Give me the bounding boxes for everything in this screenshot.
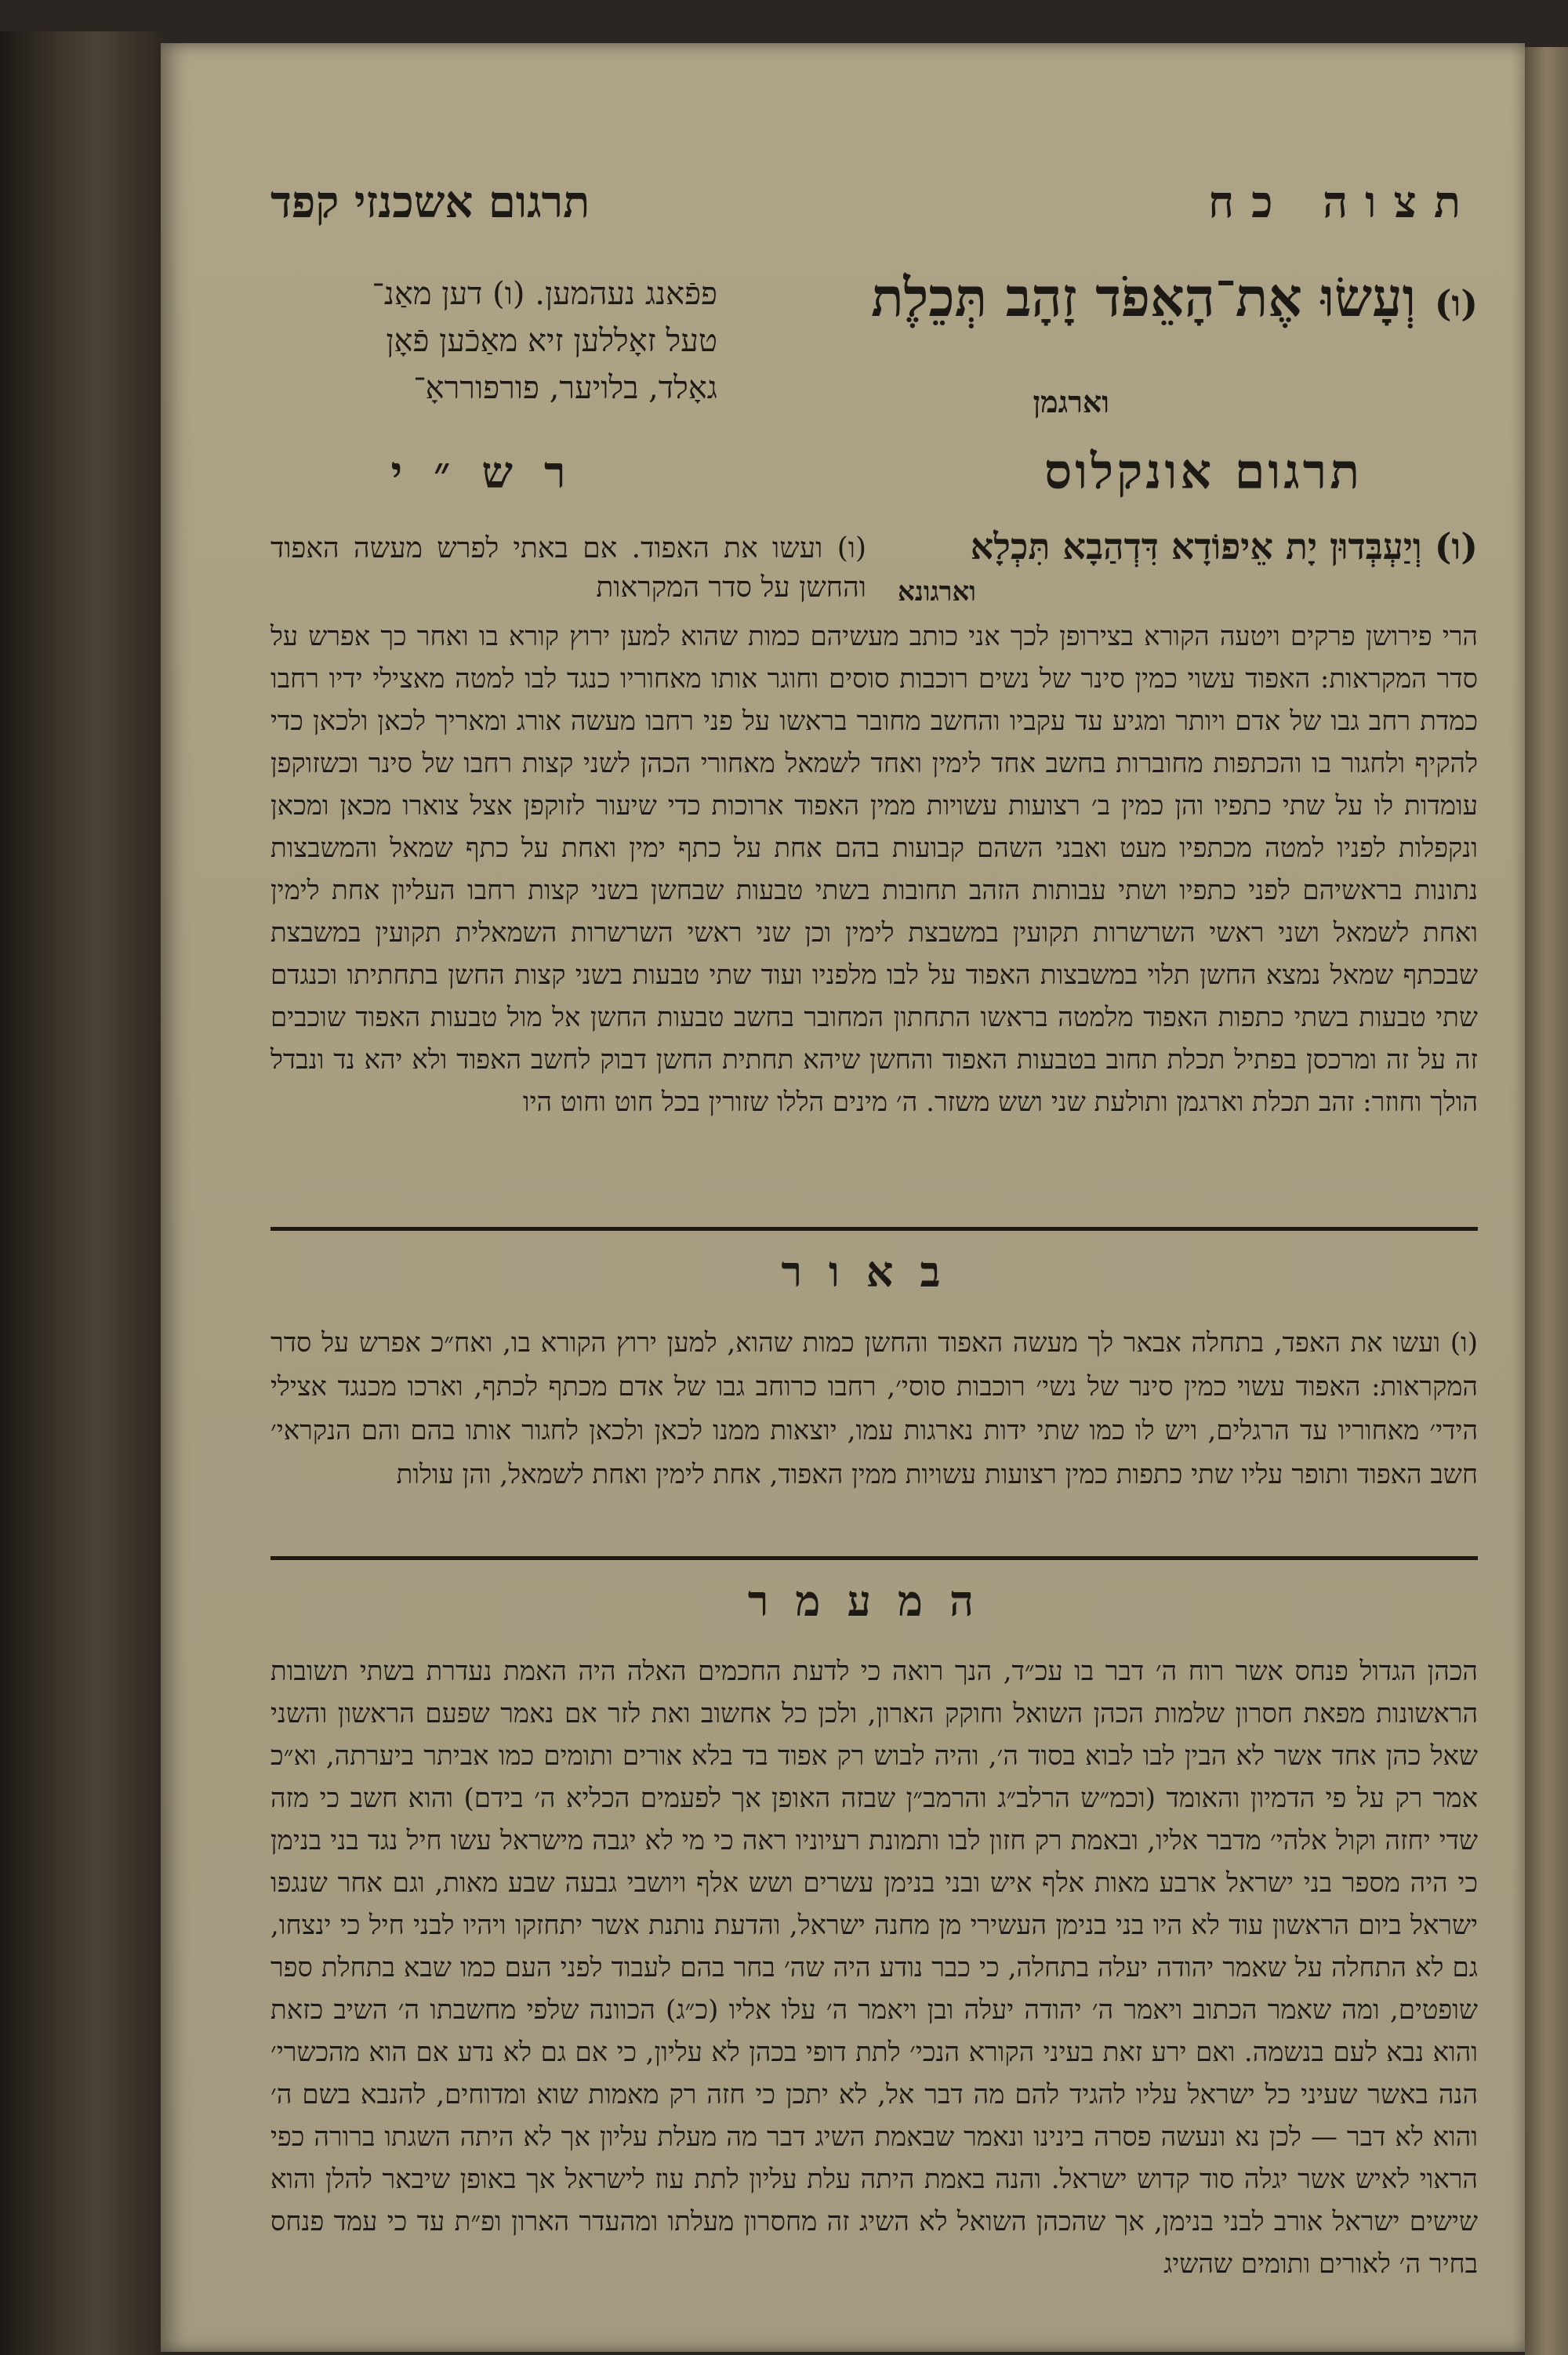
- onkelos-continuation: וארגונא: [897, 576, 976, 608]
- biur-commentary: (ו) ועשו את האפד, בתחלה אבאר לך מעשה האפוד והחשן כמות שהוא, למען ירוץ הקורא בו, ואח״כ אפרש על סדר המקראות: האפוד עשוי כמין סינר של נשי׳ רוכבות סוסי׳, רחבו כרוחב גבו של אדם מכתף לכתף, וארכו מכנגד אצילי הידי׳ מאחוריו עד הרגלים, ויש לו כמו שתי ידות נארגות עמו, יוצאות ממנו לכאן ולכאן לחגור אותו בהם והם הנקראי׳ חשב האפוד ותופר עליו שתי כתפות כמין רצועות עשויות ממין האפוד, אחת לימין ואחת לשמאל, והן עולות: [270, 1327, 1478, 1490]
- ashkenazi-line-2: טעל זאָללען זיא מאַכֿען פֿאָן: [386, 323, 717, 359]
- maamar-essay: הכהן הגדול פנחס אשר רוח ה׳ דבר בו עכ״ד, הנך רואה כי לדעת החכמים האלה היה האמת נעדרת בשתי תשובות הראשונות מפאת חסרון שלמות הכהן השואל וחוקק הארון, ולכן כל אחשוב ואת לזר אם נאמר שפעם הראשון והשני שאל כהן אחד אשר לא הבין לבו לבוא בסוד ה׳, והיה לבוש רק אפוד בד בלא אורים ותומים כמו אביתר ביערתה, וא״כ אמר רק על פי הדמיון והאומד (וכמ״ש הרלב״ג והרמב״ן שבזה האופן אך לפעמים הכליא ה׳ בידם) והוא חשב כי מזה שדי יחזה וקול אלהי׳ מדבר אליו, ובאמת רק חזון לבו ותמונת רעיוניו ראה כי מי לא יגבה מישראל עשו חיל נגד בני בנימן כי היה מספר בני ישראל ארבע מאות אלף איש ובני בנימן עשרים ושש אלף ויושבי גבעה שבע מאות, וגם אחר שנגפו ישראל ביום הראשון עוד לא היו בני בנימן העשירי מן מחנה ישראל, והדעת נותנת אשר יתחזקו ויהיו לבני חיל כי ינצחו, גם לא התחלה על שאמר יהודה יעלה בתחלה, כי כבר נודע היה שה׳ בחר בהם לעבוד לפני העם כמו שבא בתחלת ספר שופטים, ומה שאמר הכתוב ויאמר ה׳ יהודה יעלה ובן ויאמר ה׳ עלו אליו (כ״ג) הכוונה שלפי מחשבתו ה׳ השיב כזאת והוא נבא לעם בנשמה. ואם ירע זאת בעיני הקורא הנכי׳ לתת דופי בכהן לא עליון, כי אם גם לא נדע אם הוא מהכשרי׳ הנה באשר שעיני כל ישראל עליו להגיד להם מה דבר אל, לא יתכן כי חזה רק מאמות שוא ומדוחים, להנבא בשם ה׳ והוא לא דבר — לכן נא ונעשה פסרה בינינו ונאמר שבאמת השיג דבר מה מעלת עליון אך לא היתה השגתו ברורה כפי הראוי לאיש אשר יגלה סוד קדוש ישראל. והנה באמת היתה עלת עליון לתת עוז לישראל אך באופן שיבאר להלן והוא שישים ישראל אורב לבני בנימן, אך שהכהן השואל לא השיג זה מחסרון מעלתו ומהעדר הארון ופ״ת עד כי עמד פנחס בחיר ה׳ לאורים ותומים שהשיג: [270, 1656, 1478, 2280]
- onkelos-title: תרגום אונקלוס: [1044, 443, 1363, 500]
- onkelos-verse: (ו) וְיַעְבְּדוּן יָת אֵיפוֹדָא דִּדְהַבָא תִּכְלָא: [970, 525, 1478, 568]
- rashi-commentary: הרי פירושן פרקים ויטעה הקורא בצירופן לכך אני כותב מעשיהם כמות שהוא למען ירוץ קורא בו ואחר כך אפרש על סדר המקראות: האפוד עשוי כמין סינר של נשים רוכבות סוסים וחוגר אותו מאחוריו כנגד לבו למטה מאצילי ידיו רחבו כמדת רחב גבו של אדם ויותר ומגיע עד עקביו והחשב מחובר בראשו על פני רחבו מעשה אורג ומאריך לכאן ולכאן כדי להקיף ולחגור בו והכתפות מחוברות בחשב אחד לימין ואחד לשמאל מאחורי הכהן לשני קצות רחבו של סינר וכשזוקפן עומדות לו על שתי כתפיו והן כמין ב׳ רצועות עשויות ממין האפוד ארוכות כדי שיעור לזוקפן אצל צוארו מכאן ומכאן ונקפלות לפניו למטה מכתפיו מעט ואבני השהם קבועות בהם אחת על כתף ימין ואחת על כתף שמאל והמשבצות נתונות בראשיהם לפני כתפיו ושתי עבותות הזהב תחובות בשתי טבעות שבחשן בשני קצות רחבו העליון אחת לימין ואחת לשמאל ושני ראשי השרשרות תקועין במשבצת לימין וכן שני ראשי השרשרות השמאלית תקועין במשבצת שבכתף שמאל נמצא החשן תלוי במשבצות האפוד על לבו מלפניו ועוד שתי טבעות בשני קצות החשן בתחתיתו וכנגדם שתי טבעות בשתי כתפות האפוד מלמטה בראשו התחתון המחובר בחשב טבעות החשן אל מול טבעות האפוד שוכבים זה על זה ומרכסן בפתיל תכלת תחוב בטבעות האפוד והחשן שיהא תחתית החשן דבוק לחשב האפוד ולא יהא נד ונבדל הולך וחוזר: זהב תכלת וארגמן ותולעת שני ושש משזר. ה׳ מינים הללו שזורין בכל חוט וחוט היו: [270, 621, 1478, 1118]
- section-divider: [270, 1227, 1478, 1231]
- verse-text: וְעָשׂוּ אֶת־הָאֵפֹד זָהָב תְּכֵלֶת: [871, 267, 1416, 329]
- running-header-left: תרגום אשכנזי קפד: [270, 176, 590, 228]
- rashi-title: רש״י: [390, 447, 597, 499]
- running-header-right: תצוה כח: [1207, 176, 1478, 228]
- biur-title: באור: [781, 1246, 967, 1297]
- ashkenazi-line-3: גאָלד, בלויער, פורפורראָ־: [413, 370, 717, 406]
- section-divider: [270, 1556, 1478, 1560]
- book-binding-edge: [0, 31, 165, 2355]
- verse-number: (ו): [1434, 282, 1478, 325]
- ashkenazi-translation: [270, 270, 717, 443]
- rashi-opening: (ו) ועשו את האפוד. אם באתי לפרש מעשה האפוד והחשן על סדר המקראות: [270, 532, 866, 604]
- hebrew-verse: [772, 267, 1478, 353]
- maamar-title: המעמר: [747, 1576, 1001, 1626]
- next-page-edge: [1525, 47, 1568, 2355]
- verse-continuation: וארגמן: [1033, 384, 1109, 419]
- page-content: [270, 176, 1478, 2280]
- ashkenazi-line-1: פפֿאנג נעהמען. (ו) דען מאַנ־: [372, 276, 717, 312]
- book-page: [161, 43, 1525, 2352]
